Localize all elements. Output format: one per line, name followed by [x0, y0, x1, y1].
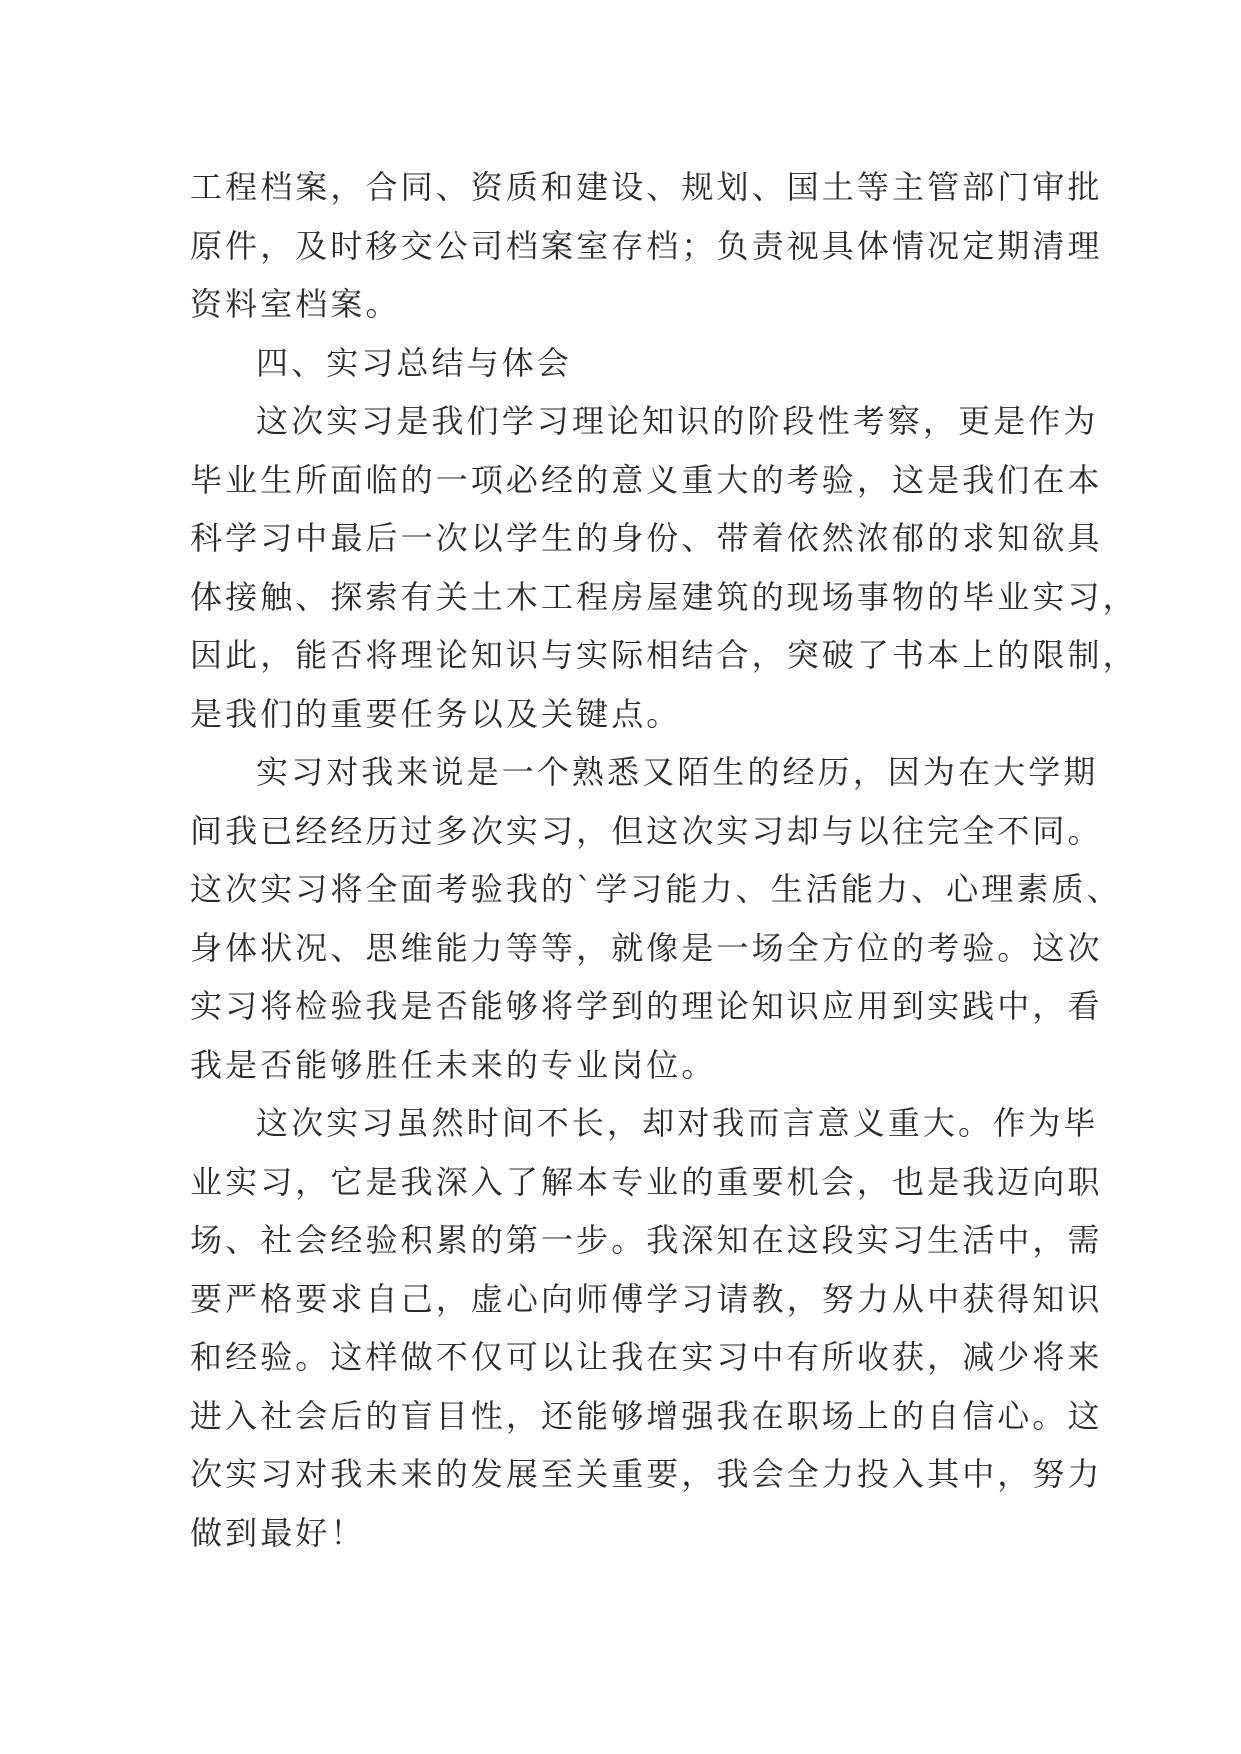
text-line: 业实习，它是我深入了解本专业的重要机会，也是我迈向职: [190, 1162, 1103, 1201]
text-line: 这次实习是我们学习理论知识的阶段性考察，更是作为: [256, 402, 1099, 440]
document-body: [190, 158, 1138, 1562]
text-line: 场、社会经验积累的第一步。我深知在这段实习生活中，需: [190, 1221, 1103, 1259]
text-line: 体接触、探索有关土木工程房屋建筑的现场事物的毕业实习，: [190, 577, 1138, 616]
text-line: 工程档案，合同、资质和建设、规划、国土等主管部门审批: [190, 168, 1103, 206]
text-line: 实习将检验我是否能够将学到的理论知识应用到实践中，看: [190, 987, 1103, 1025]
text-line: 身体状况、思维能力等等，就像是一场全方位的考验。这次: [190, 928, 1103, 967]
text-line: 这次实习将全面考验我的`学习能力、生活能力、心理素质、: [190, 870, 1122, 908]
text-line: 要严格要求自己，虚心向师傅学习请教，努力从中获得知识: [190, 1279, 1103, 1318]
text-line: 进入社会后的盲目性，还能够增强我在职场上的自信心。这: [190, 1396, 1103, 1435]
text-line: 做到最好！: [190, 1513, 366, 1552]
text-line: 这次实习虽然时间不长，却对我而言意义重大。作为毕: [256, 1104, 1099, 1142]
text-line: 和经验。这样做不仅可以让我在实习中有所收获，减少将来: [190, 1338, 1103, 1376]
text-line: 科学习中最后一次以学生的身份、带着依然浓郁的求知欲具: [190, 519, 1103, 557]
text-line: 是我们的重要任务以及关键点。: [190, 694, 682, 733]
section-heading: 四、实习总结与体会: [256, 343, 572, 382]
text-line: 实习对我来说是一个熟悉又陌生的经历，因为在大学期: [256, 753, 1099, 791]
text-line: 我是否能够胜任未来的专业岗位。: [190, 1045, 717, 1084]
text-line: 次实习对我未来的发展至关重要，我会全力投入其中，努力: [190, 1455, 1103, 1493]
text-line: 原件，及时移交公司档案室存档；负责视具体情况定期清理: [190, 226, 1103, 265]
text-line: 因此，能否将理论知识与实际相结合，突破了书本上的限制，: [190, 636, 1138, 674]
text-line: 资料室档案。: [190, 285, 401, 323]
text-line: 间我已经经历过多次实习，但这次实习却与以往完全不同。: [190, 811, 1103, 850]
text-line: 毕业生所面临的一项必经的意义重大的考验，这是我们在本: [190, 460, 1103, 499]
